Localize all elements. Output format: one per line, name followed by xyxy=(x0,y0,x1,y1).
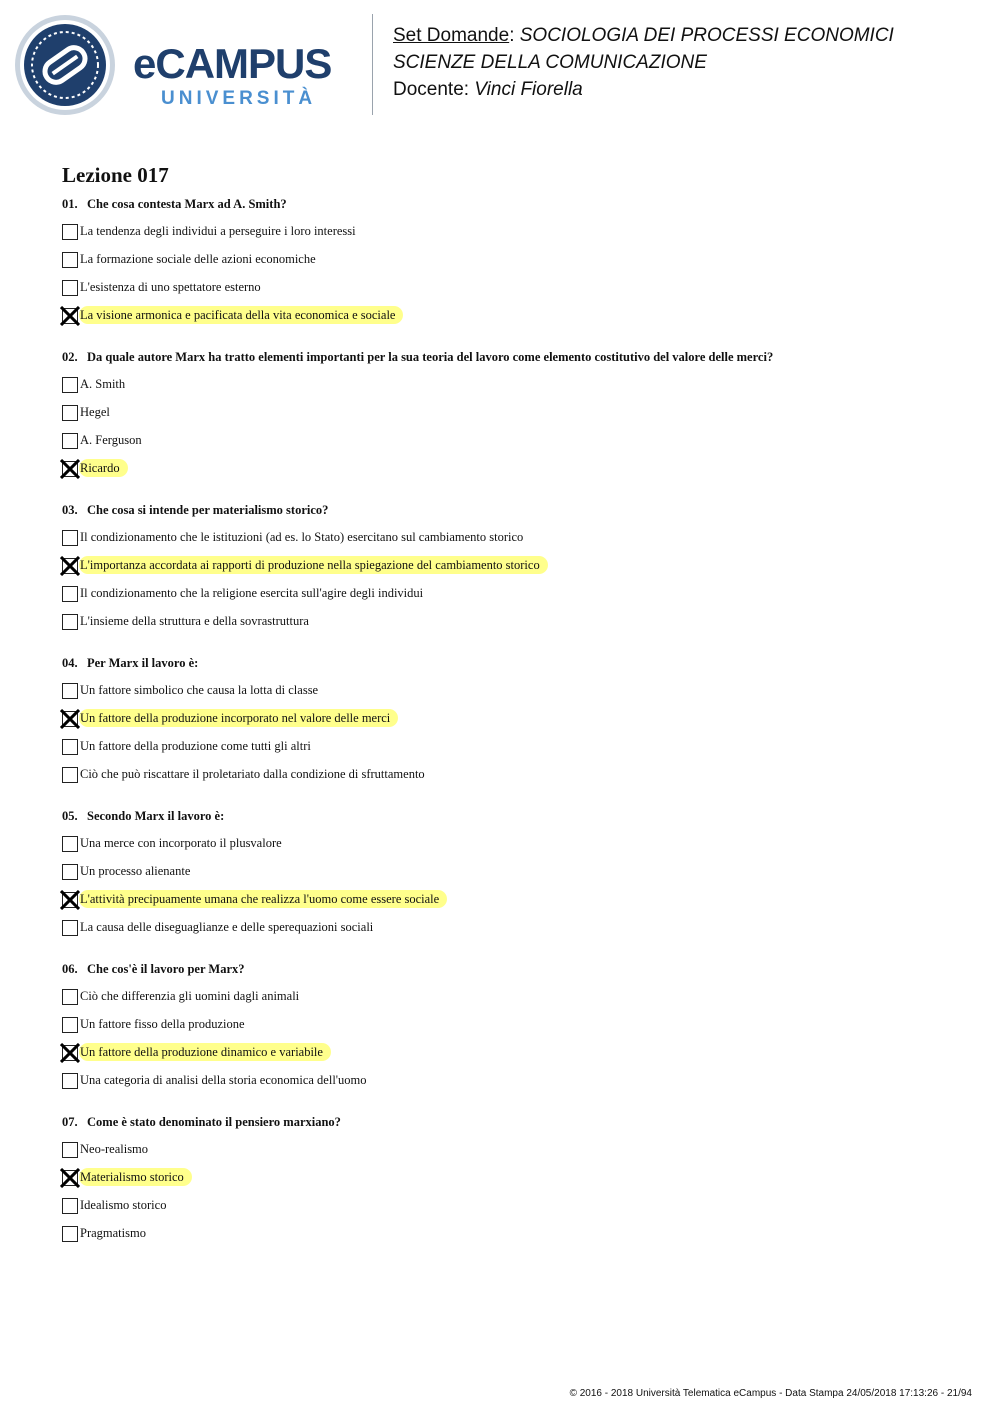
answer-option[interactable] xyxy=(62,763,962,791)
answer-option[interactable] xyxy=(62,1222,962,1250)
question-label: Come è stato denominato il pensiero marxiano? xyxy=(87,1115,341,1129)
question-label: Che cos'è il lavoro per Marx? xyxy=(87,962,245,976)
checkbox[interactable] xyxy=(62,767,78,783)
answer-option[interactable] xyxy=(62,916,962,944)
page-header xyxy=(0,0,1000,130)
answer-option[interactable] xyxy=(62,1041,962,1069)
course-name: SOCIOLOGIA DEI PROCESSI ECONOMICI xyxy=(519,25,894,46)
answer-option[interactable] xyxy=(62,248,962,276)
checked-checkbox[interactable] xyxy=(62,1170,78,1186)
cross-mark-icon xyxy=(60,890,80,910)
checkbox[interactable] xyxy=(62,433,78,449)
answer-option[interactable] xyxy=(62,735,962,763)
answer-option[interactable] xyxy=(62,860,962,888)
answer-text: Pragmatismo xyxy=(80,1226,146,1240)
answer-text: Un fattore della produzione incorporato nel valore delle merci xyxy=(79,709,398,727)
checkbox[interactable] xyxy=(62,1142,78,1158)
checkbox[interactable] xyxy=(62,683,78,699)
checkbox[interactable] xyxy=(62,1198,78,1214)
answer-option[interactable] xyxy=(62,276,962,304)
question-label: Che cosa contesta Marx ad A. Smith? xyxy=(87,197,287,211)
answer-text: Una categoria di analisi della storia economica dell'uomo xyxy=(80,1073,367,1087)
answer-option[interactable] xyxy=(62,373,962,401)
question-block xyxy=(62,653,962,791)
checkbox[interactable] xyxy=(62,586,78,602)
answer-text: L'attività precipuamente umana che realizza l'uomo come essere sociale xyxy=(79,890,447,908)
checked-checkbox[interactable] xyxy=(62,1045,78,1061)
answer-option[interactable] xyxy=(62,304,962,332)
checkbox[interactable] xyxy=(62,864,78,880)
question-text xyxy=(62,959,962,979)
cross-mark-icon xyxy=(60,709,80,729)
answer-option[interactable] xyxy=(62,1194,962,1222)
header-divider xyxy=(372,14,373,115)
checkbox[interactable] xyxy=(62,1073,78,1089)
answer-text: Un fattore fisso della produzione xyxy=(80,1017,245,1031)
checkbox[interactable] xyxy=(62,920,78,936)
cross-mark-icon xyxy=(60,1043,80,1063)
checkbox[interactable] xyxy=(62,530,78,546)
answer-option[interactable] xyxy=(62,526,962,554)
answer-text: Ricardo xyxy=(79,459,128,477)
course-info xyxy=(393,22,894,103)
answer-text: Un fattore della produzione dinamico e variabile xyxy=(79,1043,331,1061)
answer-text: La causa delle diseguaglianze e delle sperequazioni sociali xyxy=(80,920,374,934)
answer-option[interactable] xyxy=(62,220,962,248)
answer-text: L'importanza accordata ai rapporti di produzione nella spiegazione del cambiamento storico xyxy=(79,556,548,574)
answer-text: L'insieme della struttura e della sovrastruttura xyxy=(80,614,309,628)
answer-text: Un fattore simbolico che causa la lotta di classe xyxy=(80,683,319,697)
checkbox[interactable] xyxy=(62,836,78,852)
checkbox[interactable] xyxy=(62,280,78,296)
answer-option[interactable] xyxy=(62,1166,962,1194)
answer-text: A. Smith xyxy=(80,377,126,391)
checkbox[interactable] xyxy=(62,614,78,630)
question-block xyxy=(62,959,962,1097)
answer-option[interactable] xyxy=(62,1069,962,1097)
checkbox[interactable] xyxy=(62,405,78,421)
answer-option[interactable] xyxy=(62,429,962,457)
answer-text: La visione armonica e pacificata della vita economica e sociale xyxy=(79,306,403,324)
question-text xyxy=(62,806,962,826)
checkbox[interactable] xyxy=(62,224,78,240)
question-text xyxy=(62,347,962,367)
answer-text: Il condizionamento che le istituzioni (ad es. lo Stato) esercitano sul cambiamento storico xyxy=(80,530,524,544)
question-text xyxy=(62,194,962,214)
question-number: 03. xyxy=(62,503,78,517)
set-separator: : xyxy=(509,25,515,46)
answer-text: Ciò che differenzia gli uomini dagli animali xyxy=(80,989,300,1003)
answer-text: Il condizionamento che la religione esercita sull'agire degli individui xyxy=(80,586,424,600)
checked-checkbox[interactable] xyxy=(62,892,78,908)
answer-text: Un fattore della produzione come tutti gli altri xyxy=(80,739,311,753)
checkbox[interactable] xyxy=(62,1226,78,1242)
checkbox[interactable] xyxy=(62,252,78,268)
answer-option[interactable] xyxy=(62,582,962,610)
answer-option[interactable] xyxy=(62,707,962,735)
ecampus-logo-icon xyxy=(14,14,116,116)
question-block xyxy=(62,806,962,944)
answer-text: L'esistenza di uno spettatore esterno xyxy=(80,280,261,294)
answer-option[interactable] xyxy=(62,888,962,916)
question-text xyxy=(62,500,962,520)
answer-text: La formazione sociale delle azioni economiche xyxy=(80,252,316,266)
question-number: 01. xyxy=(62,197,78,211)
lesson-title: Lezione 017 xyxy=(62,163,169,187)
question-block xyxy=(62,347,962,485)
question-block xyxy=(62,194,962,332)
question-label: Secondo Marx il lavoro è: xyxy=(87,809,225,823)
set-label: Set Domande xyxy=(393,25,510,46)
page-footer: © 2016 - 2018 Università Telematica eCampus - Data Stampa 24/05/2018 17:13:26 - 21/94 xyxy=(569,1388,972,1399)
answer-option[interactable] xyxy=(62,985,962,1013)
answer-text: Neo-realismo xyxy=(80,1142,149,1156)
answer-option[interactable] xyxy=(62,457,962,485)
answer-option[interactable] xyxy=(62,679,962,707)
brand-wordmark xyxy=(133,42,358,114)
cross-mark-icon xyxy=(60,306,80,326)
answer-option[interactable] xyxy=(62,610,962,638)
answer-option[interactable] xyxy=(62,832,962,860)
answer-option[interactable] xyxy=(62,401,962,429)
answer-option[interactable] xyxy=(62,1013,962,1041)
answer-text: Ciò che può riscattare il proletariato dalla condizione di sfruttamento xyxy=(80,767,425,781)
brand-main-text: eCAMPUS xyxy=(133,40,332,87)
question-number: 04. xyxy=(62,656,78,670)
checkbox[interactable] xyxy=(62,1017,78,1033)
program-name: SCIENZE DELLA COMUNICAZIONE xyxy=(393,52,707,73)
checked-checkbox[interactable] xyxy=(62,711,78,727)
answer-text: Idealismo storico xyxy=(80,1198,167,1212)
answer-text: A. Ferguson xyxy=(80,433,142,447)
answer-text: La tendenza degli individui a perseguire i loro interessi xyxy=(80,224,356,238)
question-text xyxy=(62,653,962,673)
question-block xyxy=(62,500,962,638)
answer-text: Hegel xyxy=(80,405,110,419)
checkbox[interactable] xyxy=(62,377,78,393)
answer-option[interactable] xyxy=(62,554,962,582)
question-label: Per Marx il lavoro è: xyxy=(87,656,199,670)
checked-checkbox[interactable] xyxy=(62,558,78,574)
brand-sub-text: UNIVERSITÀ xyxy=(161,88,317,109)
question-number: 02. xyxy=(62,350,78,364)
answer-text: Materialismo storico xyxy=(79,1168,192,1186)
teacher-name: Vinci Fiorella xyxy=(474,79,583,100)
checked-checkbox[interactable] xyxy=(62,308,78,324)
checked-checkbox[interactable] xyxy=(62,461,78,477)
answer-text: Una merce con incorporato il plusvalore xyxy=(80,836,282,850)
question-block xyxy=(62,1112,962,1250)
answer-text: Un processo alienante xyxy=(80,864,191,878)
cross-mark-icon xyxy=(60,459,80,479)
cross-mark-icon xyxy=(60,556,80,576)
question-text xyxy=(62,1112,962,1132)
checkbox[interactable] xyxy=(62,739,78,755)
lesson-content xyxy=(62,160,962,1265)
question-label: Che cosa si intende per materialismo storico? xyxy=(87,503,329,517)
question-number: 05. xyxy=(62,809,78,823)
question-label: Da quale autore Marx ha tratto elementi importanti per la sua teoria del lavoro come elemento costitutivo del valore delle merci? xyxy=(87,350,774,364)
answer-option[interactable] xyxy=(62,1138,962,1166)
cross-mark-icon xyxy=(60,1168,80,1188)
question-list xyxy=(62,194,962,1250)
teacher-label: Docente: xyxy=(393,79,470,100)
question-number: 07. xyxy=(62,1115,78,1129)
question-number: 06. xyxy=(62,962,78,976)
checkbox[interactable] xyxy=(62,989,78,1005)
